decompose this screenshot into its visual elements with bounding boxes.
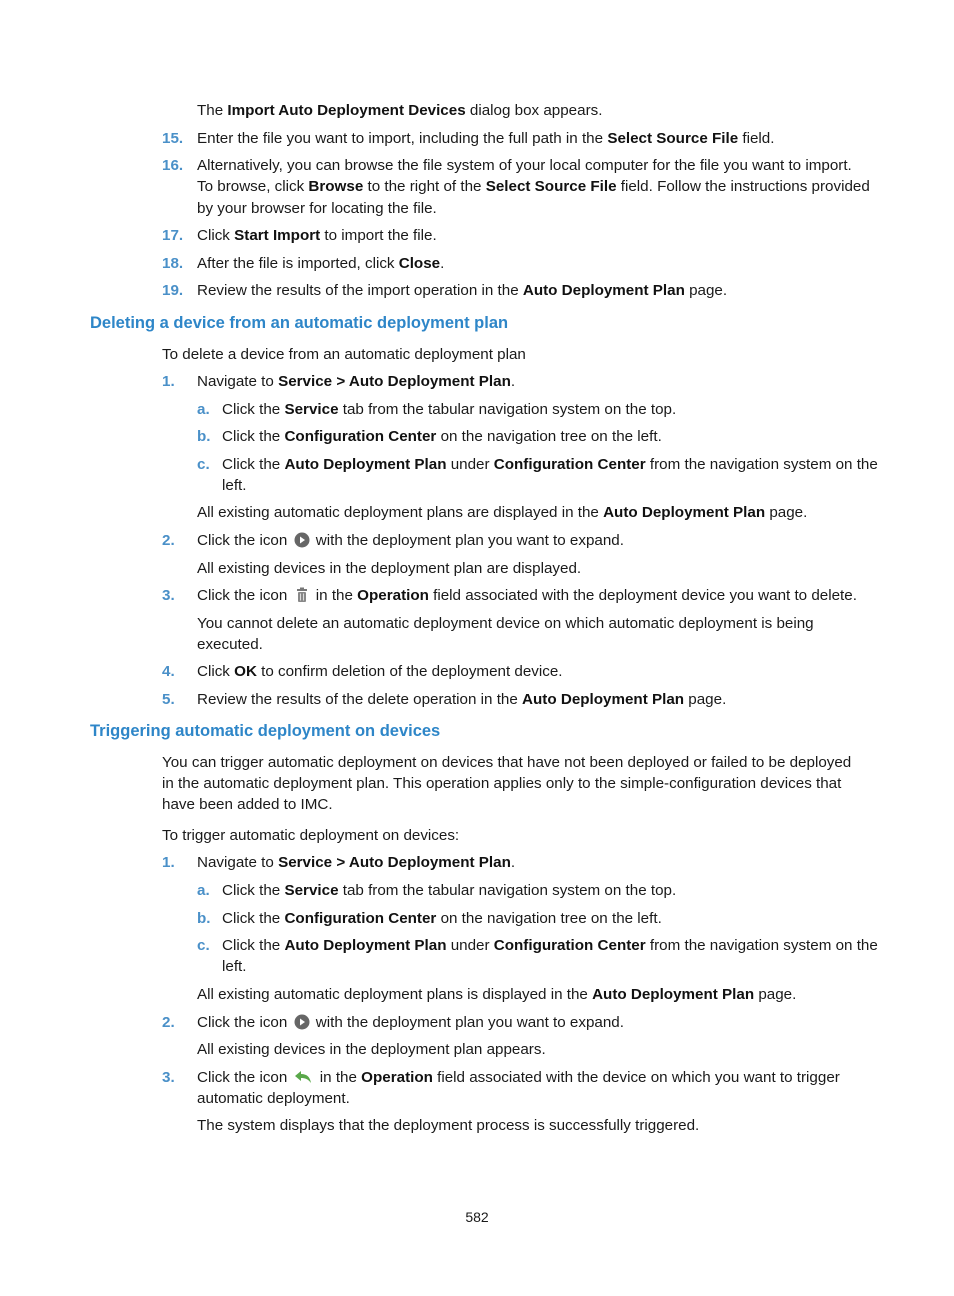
substep-letter: b. xyxy=(197,428,211,445)
step-number: 2. xyxy=(162,532,175,549)
step-text: Click the icon in the Operation field associated with the deployment device you want to delete. xyxy=(197,587,857,604)
step-text: Navigate to Service > Auto Deployment Plan. xyxy=(197,854,516,871)
substep-text: left. xyxy=(222,477,247,494)
step-text: Click Start Import to import the file. xyxy=(197,227,437,244)
step-number: 18. xyxy=(162,255,184,272)
step-text: Review the results of the import operation in the Auto Deployment Plan page. xyxy=(197,282,728,299)
delete-icon xyxy=(294,587,310,603)
step-number: 1. xyxy=(162,373,175,390)
step-text: Review the results of the delete operation in the Auto Deployment Plan page. xyxy=(197,691,727,708)
substep-text: left. xyxy=(222,958,247,975)
section-intro: To delete a device from an automatic deployment plan xyxy=(162,346,526,363)
step-number: 3. xyxy=(162,1069,175,1086)
step-text: Click the icon in the Operation field associated with the device on which you want to trigger xyxy=(197,1069,840,1086)
step-number: 4. xyxy=(162,663,175,680)
step-number: 15. xyxy=(162,130,184,147)
step-number: 5. xyxy=(162,691,175,708)
step-result: The system displays that the deployment process is successfully triggered. xyxy=(197,1117,700,1134)
section-intro: To trigger automatic deployment on devices: xyxy=(162,827,460,844)
step-result: You cannot delete an automatic deployment device on which automatic deployment is being xyxy=(197,615,814,632)
step-text: Alternatively, you can browse the file system of your local computer for the file you want to import. xyxy=(197,157,852,174)
expand-icon xyxy=(294,1014,310,1030)
step-text: To browse, click Browse to the right of the Select Source File field. Follow the instructions provided xyxy=(197,178,870,195)
step-number: 1. xyxy=(162,854,175,871)
substep-letter: c. xyxy=(197,456,210,473)
step-text: Click OK to confirm deletion of the deployment device. xyxy=(197,663,563,680)
step-result: executed. xyxy=(197,636,263,653)
substep-letter: b. xyxy=(197,910,211,927)
paragraph-line: have been added to IMC. xyxy=(162,796,333,813)
trigger-deploy-icon xyxy=(294,1069,314,1085)
step-text: automatic deployment. xyxy=(197,1090,350,1107)
substep-text: Click the Service tab from the tabular navigation system on the top. xyxy=(222,401,677,418)
step-result: All existing automatic deployment plans are displayed in the Auto Deployment Plan page. xyxy=(197,504,808,521)
substep-text: Click the Service tab from the tabular navigation system on the top. xyxy=(222,882,677,899)
step-text: Click the icon with the deployment plan you want to expand. xyxy=(197,1014,624,1031)
paragraph-line: in the automatic deployment plan. This operation applies only to the simple-configuration devices that xyxy=(162,775,842,792)
substep-text: Click the Auto Deployment Plan under Configuration Center from the navigation system on the xyxy=(222,456,878,473)
section-heading-delete: Deleting a device from an automatic deployment plan xyxy=(90,314,509,332)
step-text: by your browser for locating the file. xyxy=(197,200,437,217)
substep-letter: c. xyxy=(197,937,210,954)
step-text: Click the icon with the deployment plan you want to expand. xyxy=(197,532,624,549)
substep-text: Click the Configuration Center on the navigation tree on the left. xyxy=(222,910,662,927)
substep-text: Click the Configuration Center on the navigation tree on the left. xyxy=(222,428,662,445)
step-text: After the file is imported, click Close. xyxy=(197,255,445,272)
step-number: 17. xyxy=(162,227,184,244)
page-number: 582 xyxy=(465,1209,489,1225)
step-number: 16. xyxy=(162,157,184,174)
expand-icon xyxy=(294,532,310,548)
dialog-appears-line: The Import Auto Deployment Devices dialog box appears. xyxy=(197,102,603,119)
step-number: 2. xyxy=(162,1014,175,1031)
step-text: Enter the file you want to import, including the full path in the Select Source File field. xyxy=(197,130,775,147)
step-result: All existing automatic deployment plans is displayed in the Auto Deployment Plan page. xyxy=(197,986,797,1003)
section-heading-trigger: Triggering automatic deployment on devices xyxy=(90,722,441,740)
substep-text: Click the Auto Deployment Plan under Configuration Center from the navigation system on the xyxy=(222,937,878,954)
step-number: 3. xyxy=(162,587,175,604)
substep-letter: a. xyxy=(197,401,210,418)
step-result: All existing devices in the deployment plan appears. xyxy=(197,1041,546,1058)
step-text: Navigate to Service > Auto Deployment Plan. xyxy=(197,373,516,390)
step-result: All existing devices in the deployment plan are displayed. xyxy=(197,560,582,577)
paragraph-line: You can trigger automatic deployment on devices that have not been deployed or failed to be deployed xyxy=(162,754,852,771)
step-number: 19. xyxy=(162,282,184,299)
substep-letter: a. xyxy=(197,882,210,899)
